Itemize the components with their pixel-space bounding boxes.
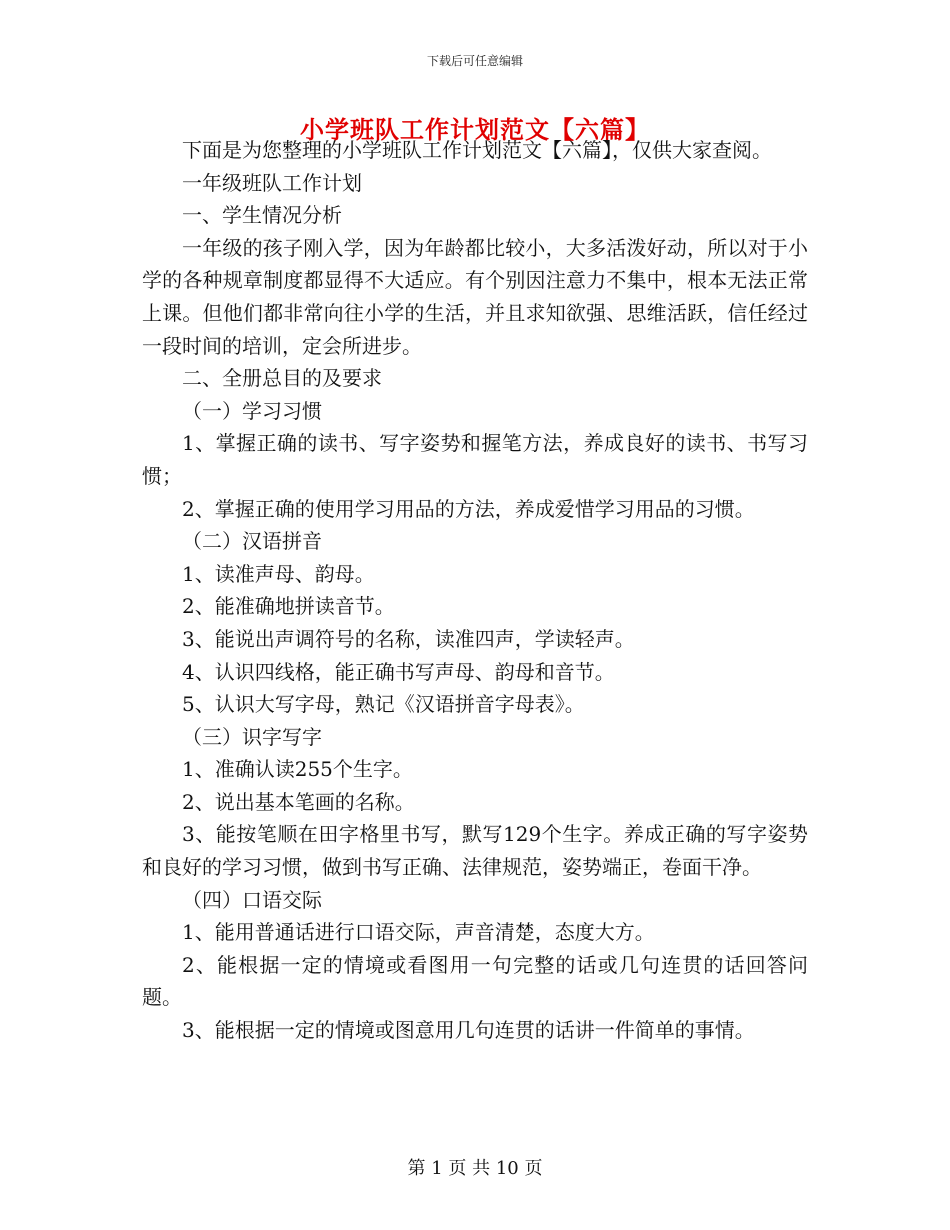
subsection-heading: 二、全册总目的及要求 [182, 366, 382, 391]
list-item: 3、能说出声调符号的名称，读准四声，学读轻声。 [182, 626, 635, 651]
subsection-heading: （二）汉语拼音 [182, 529, 322, 554]
list-item: 3、能根据一定的情境或图意用几句连贯的话讲一件简单的事情。 [182, 1018, 755, 1043]
list-item: 1、准确认读255个生字。 [182, 757, 413, 782]
subsection-heading: 一、学生情况分析 [182, 203, 342, 228]
page-header-note: 下载后可任意编辑 [426, 54, 523, 68]
list-item: 2、掌握正确的使用学习用品的方法，养成爱惜学习用品的习惯。 [182, 496, 755, 521]
subsection-heading: （一）学习习惯 [182, 398, 322, 423]
document-title: 小学班队工作计划范文【六篇】 [300, 115, 650, 144]
document-body [142, 134, 808, 1047]
list-item: 1、能用普通话进行口语交际，声音清楚，态度大方。 [182, 920, 655, 945]
page-footer: 第 1 页 共 10 页 [407, 1158, 543, 1179]
list-item: 1、读准声母、韵母。 [182, 561, 375, 586]
subsection-heading: （三）识字写字 [182, 724, 322, 749]
list-item: 4、认识四线格，能正确书写声母、韵母和音节。 [182, 659, 615, 684]
list-item: 2、能准确地拼读音节。 [182, 594, 395, 619]
list-item: 3、能按笔顺在田字格里书写，默写129个生字。养成正确的写字姿势和良好的学习习惯，做到书写正确、法律规范，姿势端正，卷面干净。 [142, 822, 808, 880]
section-heading: 一年级班队工作计划 [182, 170, 362, 195]
list-item: 1、掌握正确的读书、写字姿势和握笔方法，养成良好的读书、书写习惯； [142, 431, 808, 488]
list-item: 2、能根据一定的情境或看图用一句完整的话或几句连贯的话回答问题。 [142, 952, 808, 1010]
list-item: 2、说出基本笔画的名称。 [182, 789, 415, 814]
subsection-heading: （四）口语交际 [182, 887, 322, 912]
intro-paragraph: 下面是为您整理的小学班队工作计划范文【六篇】，仅供大家查阅。 [182, 138, 772, 162]
body-paragraph: 一年级的孩子刚入学，因为年龄都比较小，大多活泼好动，所以对于小学的各种规章制度都显得不大适应。有个别因注意力不集中，根本无法正常上课。但他们都非常向往小学的生活，并且求知欲强、思维活跃，信任经过一段时间的培训，定会所进步。 [142, 235, 808, 358]
list-item: 5、认识大写字母，熟记《汉语拼音字母表》。 [182, 692, 585, 717]
